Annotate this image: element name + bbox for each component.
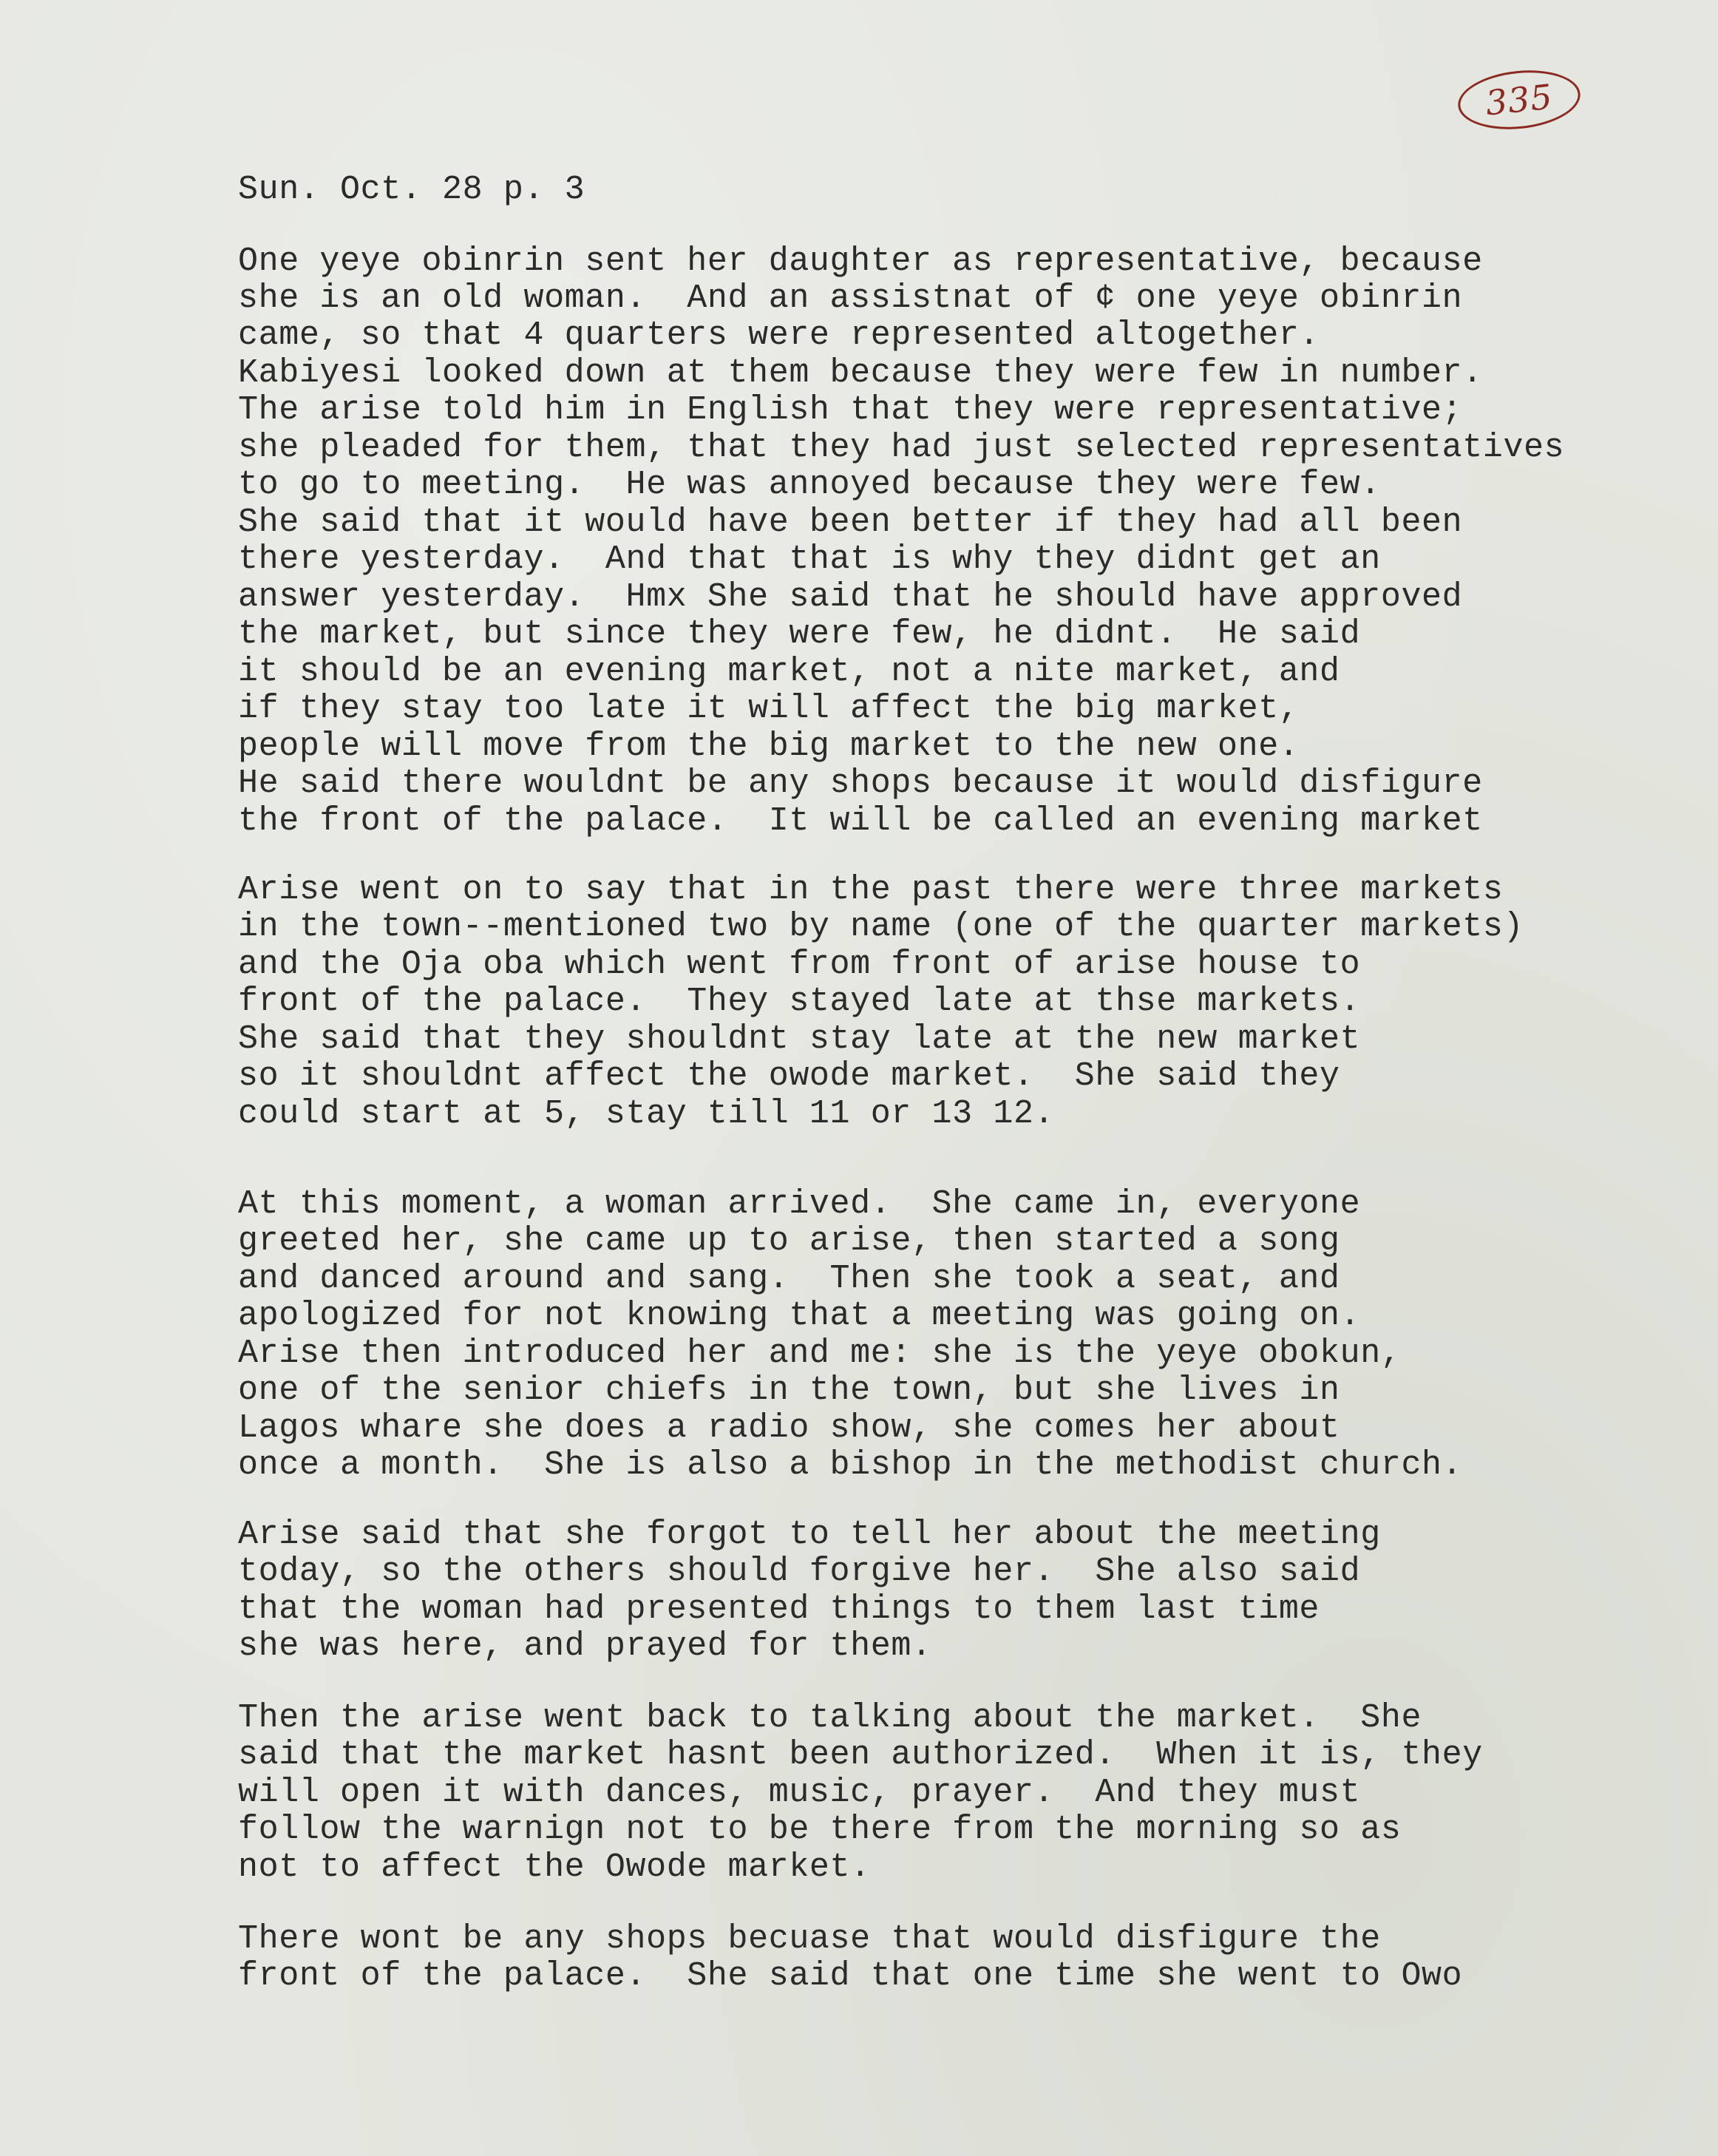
text-line: one of the senior chiefs in the town, but she lives in (238, 1372, 1340, 1409)
text-line: She said that they shouldnt stay late at the new market (238, 1020, 1361, 1058)
text-line: and danced around and sang. Then she took a seat, and (238, 1260, 1340, 1298)
text-line: One yeye obinrin sent her daughter as representative, because (238, 243, 1483, 280)
text-line: in the town--mentioned two by name (one of the quarter markets) (238, 908, 1524, 946)
text-line: Arise then introduced her and me: she is the yeye obokun, (238, 1335, 1402, 1372)
text-line: The arise told him in English that they were representative; (238, 391, 1463, 429)
text-line: front of the palace. They stayed late at thse markets. (238, 983, 1361, 1020)
text-line: said that the market hasnt been authorized. When it is, they (238, 1736, 1483, 1774)
text-line: Arise went on to say that in the past there were three markets (238, 871, 1504, 909)
text-line: the front of the palace. It will be called an evening market (238, 802, 1483, 840)
text-line: Arise said that she forgot to tell her about the meeting (238, 1516, 1381, 1553)
text-line: front of the palace. She said that one time she went to Owo (238, 1957, 1463, 1995)
folio-number: 335 (1484, 76, 1555, 123)
text-line: if they stay too late it will affect the big market, (238, 690, 1300, 728)
text-line: follow the warnign not to be there from the morning so as (238, 1811, 1402, 1848)
text-line: and the Oja oba which went from front of arise house to (238, 946, 1361, 983)
text-line: not to affect the Owode market. (238, 1848, 871, 1886)
text-line: came, so that 4 quarters were represented altogether. (238, 316, 1320, 354)
text-line: could start at 5, stay till 11 or 13 12. (238, 1095, 1055, 1133)
text-line: There wont be any shops becuase that would disfigure the (238, 1920, 1381, 1958)
text-line: it should be an evening market, not a nite market, and (238, 653, 1340, 691)
text-line: to go to meeting. He was annoyed because they were few. (238, 466, 1381, 504)
text-line: will open it with dances, music, prayer. And they must (238, 1774, 1361, 1811)
text-line: so it shouldnt affect the owode market. She said they (238, 1057, 1340, 1095)
text-line: Lagos whare she does a radio show, she comes her about (238, 1409, 1340, 1447)
text-line: Then the arise went back to talking about the market. She (238, 1699, 1422, 1737)
text-line: greeted her, she came up to arise, then started a song (238, 1222, 1340, 1260)
text-line: that the woman had presented things to them last time (238, 1590, 1320, 1628)
text-line: she was here, and prayed for them. (238, 1627, 932, 1665)
text-line: apologized for not knowing that a meeting was going on. (238, 1297, 1361, 1335)
text-line: He said there wouldnt be any shops because it would disfigure (238, 765, 1483, 802)
text-line: there yesterday. And that that is why they didnt get an (238, 540, 1381, 578)
text-line: answer yesterday. Hmx She said that he should have approved (238, 578, 1463, 616)
text-line: Kabiyesi looked down at them because they were few in number. (238, 354, 1483, 392)
text-line: once a month. She is also a bishop in the methodist church. (238, 1446, 1463, 1484)
text-line: the market, but since they were few, he didnt. He said (238, 615, 1361, 653)
text-line: people will move from the big market to the new one. (238, 728, 1300, 765)
text-line: She said that it would have been better if they had all been (238, 504, 1463, 541)
text-line: she pleaded for them, that they had just selected representatives (238, 429, 1565, 467)
text-line: today, so the others should forgive her. She also said (238, 1553, 1361, 1590)
text-line: she is an old woman. And an assistnat of ¢ one yeye obinrin (238, 279, 1463, 317)
text-line: At this moment, a woman arrived. She came in, everyone (238, 1185, 1361, 1223)
page-header: Sun. Oct. 28 p. 3 (238, 171, 585, 209)
folio-number-circle (1455, 65, 1583, 135)
